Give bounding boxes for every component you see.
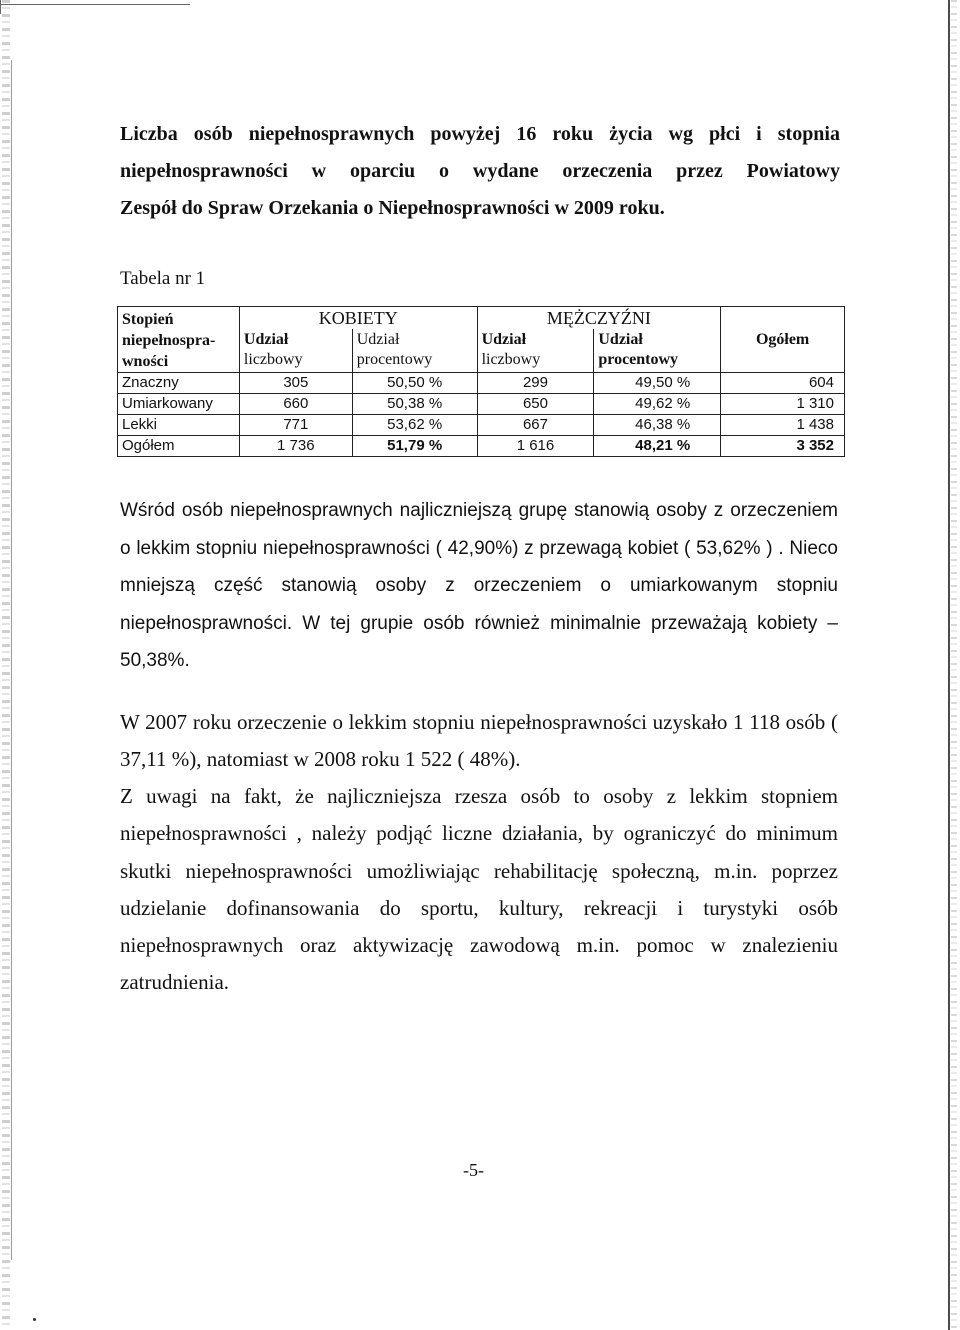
table-row	[118, 394, 845, 415]
cell-k-pct: 50,50 %	[352, 373, 477, 394]
paragraph-2: W 2007 roku orzeczenie o lekkim stopniu niepełnosprawności uzyskało 1 118 osób ( 37,11 %), natomiast w 2008 roku 1 522 ( 48%).	[120, 710, 838, 772]
subheader-k-procentowy-line1: Udział	[356, 331, 400, 349]
subheader-m-procentowy-line2: procentowy	[598, 351, 679, 369]
paragraph-3: Z uwagi na fakt, że najliczniejsza rzesza osób to osoby z lekkim stopniem niepełnosprawności , należy podjąć liczne działania, by ograniczyć do minimum skutki niepełnosprawności umożliwiając rehabilitację społeczną, m.in. poprzez udzielanie dofinansowania do sportu, kultury, rekreacji i turystyki osób niepełnosprawnych oraz aktywizację zawodową m.in. pomoc w znalezieniu zatrudnienia.	[120, 784, 838, 995]
cell-k-count: 305	[239, 373, 352, 394]
subheader-m-procentowy-line1: Udział	[598, 331, 643, 349]
cell-m-count: 299	[477, 373, 594, 394]
subheader-k-liczbowy	[239, 329, 352, 373]
scan-speck	[33, 1318, 36, 1321]
header-ogolem: Ogółem	[721, 307, 845, 373]
document-heading	[120, 116, 840, 227]
header-mezczyzni: MĘŻCZYŹNI	[477, 307, 721, 329]
row-label: Znaczny	[118, 373, 240, 394]
subheader-m-liczbowy-line1: Udział	[481, 331, 527, 349]
scan-edge-left	[2, 0, 10, 1330]
paragraph-1: Wśród osób niepełnosprawnych najliczniejszą grupę stanowią osoby z orzeczeniem o lekkim stopniu niepełnosprawności ( 42,90%) z przewagą kobiet ( 53,62% ) . Nieco mniejszą część stanowią osoby z orzeczeniem o umiarkowanym stopniu niepełnosprawności. W tej grupie osób również minimalnie przeważają kobiety – 50,38%.	[120, 500, 838, 671]
table-row	[118, 373, 845, 394]
scan-edge-right-line	[948, 0, 950, 1330]
cell-k-count: 1 736	[239, 436, 352, 457]
scan-edge-right	[951, 0, 957, 1330]
table-header-row-1	[118, 307, 845, 329]
row-label: Lekki	[118, 415, 240, 436]
cell-m-count: 667	[477, 415, 594, 436]
table-row-total	[118, 436, 845, 457]
cell-k-pct: 51,79 %	[352, 436, 477, 457]
cell-k-pct: 53,62 %	[352, 415, 477, 436]
subheader-k-procentowy	[352, 329, 477, 373]
cell-k-pct: 50,38 %	[352, 394, 477, 415]
cell-total: 1 438	[721, 415, 845, 436]
subheader-m-liczbowy-line2: liczbowy	[481, 351, 541, 369]
subheader-k-liczbowy-line2: liczbowy	[243, 351, 303, 369]
cell-m-pct: 49,62 %	[594, 394, 721, 415]
header-stopien-label: Stopień niepełnospra-wności	[122, 311, 216, 370]
page-number: -5-	[463, 1160, 484, 1180]
heading-line-3: Zespół do Spraw Orzekania o Niepełnosprawności w 2009 roku.	[120, 197, 665, 219]
cell-m-pct: 46,38 %	[594, 415, 721, 436]
subheader-k-liczbowy-line1: Udział	[243, 331, 289, 349]
subheader-k-procentowy-line2: procentowy	[356, 351, 433, 369]
scan-top-tick	[0, 0, 1, 14]
subheader-m-procentowy	[594, 329, 721, 373]
cell-total: 1 310	[721, 394, 845, 415]
cell-m-pct: 48,21 %	[594, 436, 721, 457]
table-row	[118, 415, 845, 436]
scan-edge-left-line	[11, 60, 12, 1260]
disability-table	[117, 306, 845, 457]
cell-m-count: 650	[477, 394, 594, 415]
scan-top-line	[0, 4, 190, 5]
heading-line-2: niepełnosprawności w oparciu o wydane orzeczenia przez Powiatowy	[120, 160, 840, 182]
cell-total: 3 352	[721, 436, 845, 457]
subheader-m-liczbowy	[477, 329, 594, 373]
cell-m-count: 1 616	[477, 436, 594, 457]
cell-k-count: 660	[239, 394, 352, 415]
header-stopien	[118, 307, 240, 373]
cell-total: 604	[721, 373, 845, 394]
table-caption: Tabela nr 1	[120, 268, 206, 289]
header-kobiety: KOBIETY	[239, 307, 477, 329]
heading-line-1: Liczba osób niepełnosprawnych powyżej 16 roku życia wg płci i stopnia	[120, 123, 840, 145]
cell-k-count: 771	[239, 415, 352, 436]
cell-m-pct: 49,50 %	[594, 373, 721, 394]
row-label: Umiarkowany	[118, 394, 240, 415]
row-label: Ogółem	[118, 436, 240, 457]
